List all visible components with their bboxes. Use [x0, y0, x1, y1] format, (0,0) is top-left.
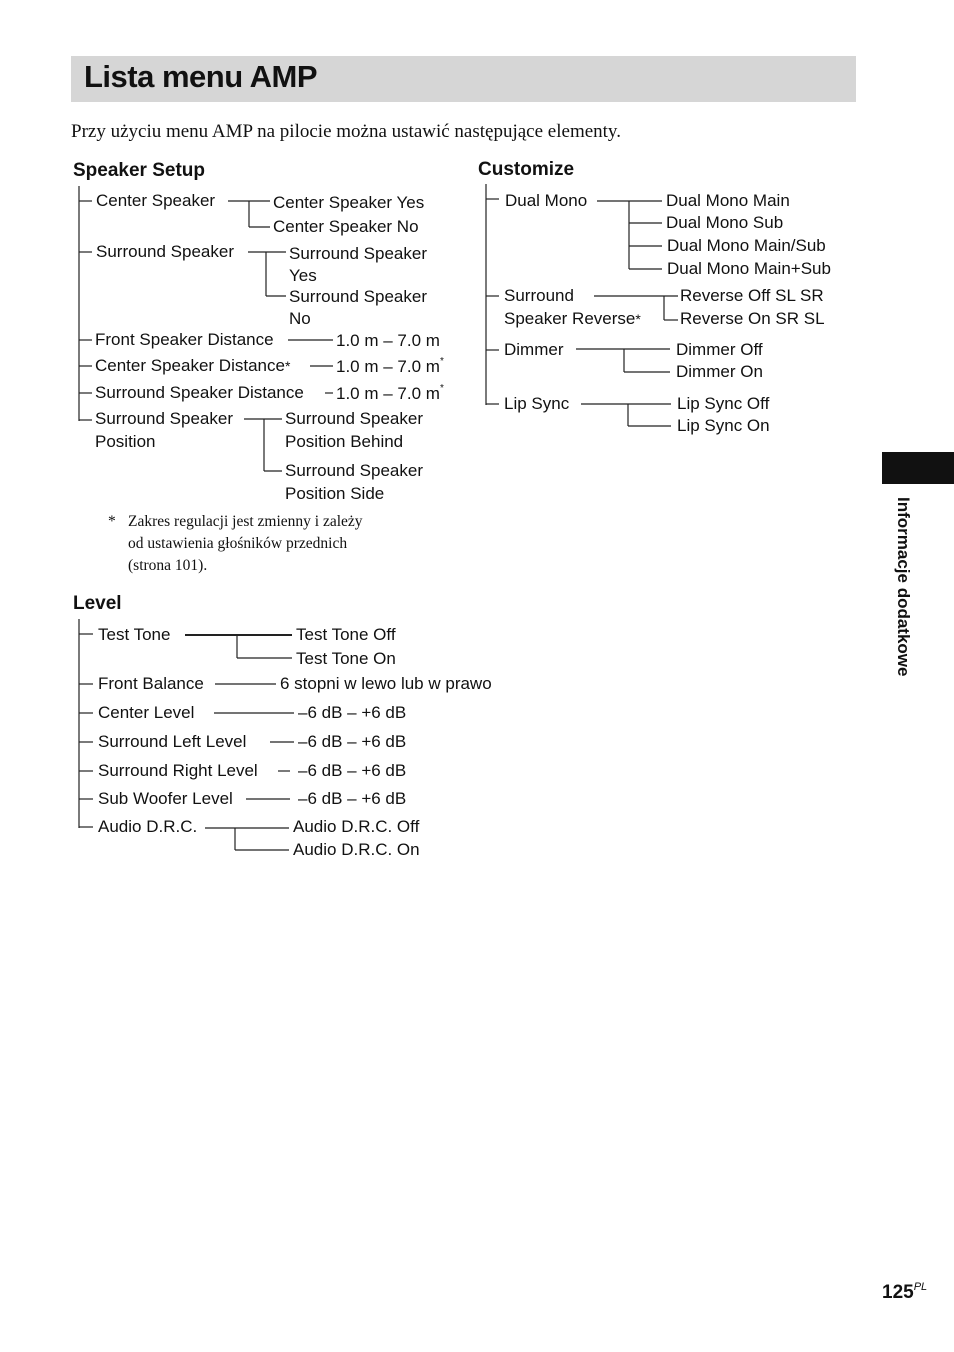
- surround-reverse-item-line1: Surround: [504, 286, 574, 305]
- front-speaker-distance-range: 1.0 m – 7.0 m: [336, 331, 440, 350]
- surround-left-level-range: –6 dB – +6 dB: [298, 732, 407, 751]
- page-number: 125: [882, 1282, 914, 1303]
- front-balance-range: 6 stopni w lewo lub w prawo: [280, 674, 492, 693]
- reverse-off-option: Reverse Off SL SR: [680, 286, 824, 305]
- center-distance-asterisk: *: [284, 358, 291, 374]
- level-heading: Level: [73, 593, 122, 614]
- page-title: Lista menu AMP: [84, 59, 317, 94]
- dual-mono-item: Dual Mono: [505, 191, 588, 210]
- center-level-range: –6 dB – +6 dB: [298, 703, 407, 722]
- lip-sync-off-option: Lip Sync Off: [677, 394, 770, 413]
- customize-heading: Customize: [478, 159, 575, 180]
- surround-reverse-item-line2: [504, 309, 641, 329]
- surround-speaker-no-option-line1: Surround Speaker: [289, 287, 427, 306]
- surround-speaker-yes-option-line1: Surround Speaker: [289, 244, 427, 263]
- footnote-mark: *: [108, 513, 116, 530]
- speaker-setup-heading: Speaker Setup: [73, 160, 205, 181]
- surround-left-level-item: Surround Left Level: [98, 732, 247, 751]
- dimmer-item: Dimmer: [504, 340, 564, 359]
- section-tab-label: Informacje dodatkowe: [894, 497, 913, 677]
- audio-drc-on-option: Audio D.R.C. On: [293, 840, 420, 859]
- footnote-line1: Zakres regulacji jest zmienny i zależy: [128, 513, 363, 530]
- surround-right-level-item: Surround Right Level: [98, 761, 258, 780]
- page-number-wrap: [882, 1282, 927, 1304]
- dual-mono-main-option: Dual Mono Main: [666, 191, 790, 210]
- test-tone-off-option: Test Tone Off: [296, 625, 396, 644]
- front-balance-item: Front Balance: [98, 674, 204, 693]
- test-tone-on-option: Test Tone On: [296, 649, 396, 668]
- surround-speaker-yes-option-line2: Yes: [289, 266, 317, 285]
- audio-drc-item: Audio D.R.C.: [98, 817, 198, 836]
- lip-sync-item: Lip Sync: [504, 394, 570, 413]
- audio-drc-off-option: Audio D.R.C. Off: [293, 817, 420, 836]
- surround-reverse-asterisk: *: [635, 311, 641, 327]
- intro-text: Przy użyciu menu AMP na pilocie można ustawić następujące elementy.: [71, 121, 621, 142]
- dimmer-off-option: Dimmer Off: [676, 340, 763, 359]
- footnote-line3: (strona 101).: [128, 557, 208, 574]
- dual-mono-main-plus-sub-option: Dual Mono Main+Sub: [667, 259, 831, 278]
- center-speaker-yes-option: Center Speaker Yes: [273, 193, 425, 212]
- center-speaker-distance-item: [95, 356, 290, 376]
- dual-mono-main-sub-option: Dual Mono Main/Sub: [667, 236, 826, 255]
- center-speaker-item: Center Speaker: [96, 191, 216, 210]
- reverse-on-option: Reverse On SR SL: [680, 309, 825, 328]
- lip-sync-on-option: Lip Sync On: [677, 416, 770, 435]
- position-behind-option-line2: Position Behind: [285, 432, 404, 451]
- surround-speaker-distance-range-wrap: [336, 384, 444, 407]
- section-tab-marker: [882, 452, 954, 484]
- surround-speaker-item: Surround Speaker: [96, 242, 234, 261]
- dual-mono-sub-option: Dual Mono Sub: [666, 213, 784, 232]
- surround-right-level-range: –6 dB – +6 dB: [298, 761, 407, 780]
- position-side-option-line1: Surround Speaker: [285, 461, 423, 480]
- sub-woofer-level-range: –6 dB – +6 dB: [298, 789, 407, 808]
- center-speaker-distance-range-wrap: [336, 357, 444, 380]
- footnote-line2: od ustawienia głośników przednich: [128, 535, 348, 552]
- front-speaker-distance-item: Front Speaker Distance: [95, 330, 274, 349]
- page-language-suffix: PL: [913, 1281, 928, 1293]
- position-side-option-line2: Position Side: [285, 484, 385, 503]
- center-speaker-no-option: Center Speaker No: [273, 217, 419, 236]
- surround-speaker-position-item-line2: Position: [95, 432, 156, 451]
- surround-speaker-position-item-line1: Surround Speaker: [95, 409, 233, 428]
- surround-speaker-distance-item: Surround Speaker Distance: [95, 383, 304, 402]
- surround-reverse-label: Speaker Reverse: [504, 309, 636, 328]
- center-speaker-distance-label: Center Speaker Distance: [95, 356, 285, 375]
- center-level-item: Center Level: [98, 703, 195, 722]
- position-behind-option-line1: Surround Speaker: [285, 409, 423, 428]
- dimmer-on-option: Dimmer On: [676, 362, 763, 381]
- test-tone-item: Test Tone: [98, 625, 171, 644]
- surround-speaker-distance-range: 1.0 m – 7.0 m: [336, 384, 440, 403]
- surround-range-asterisk: *: [439, 383, 444, 394]
- surround-speaker-no-option-line2: No: [289, 309, 311, 328]
- center-speaker-distance-range: 1.0 m – 7.0 m: [336, 357, 440, 376]
- sub-woofer-level-item: Sub Woofer Level: [98, 789, 233, 808]
- center-range-asterisk: *: [439, 356, 444, 367]
